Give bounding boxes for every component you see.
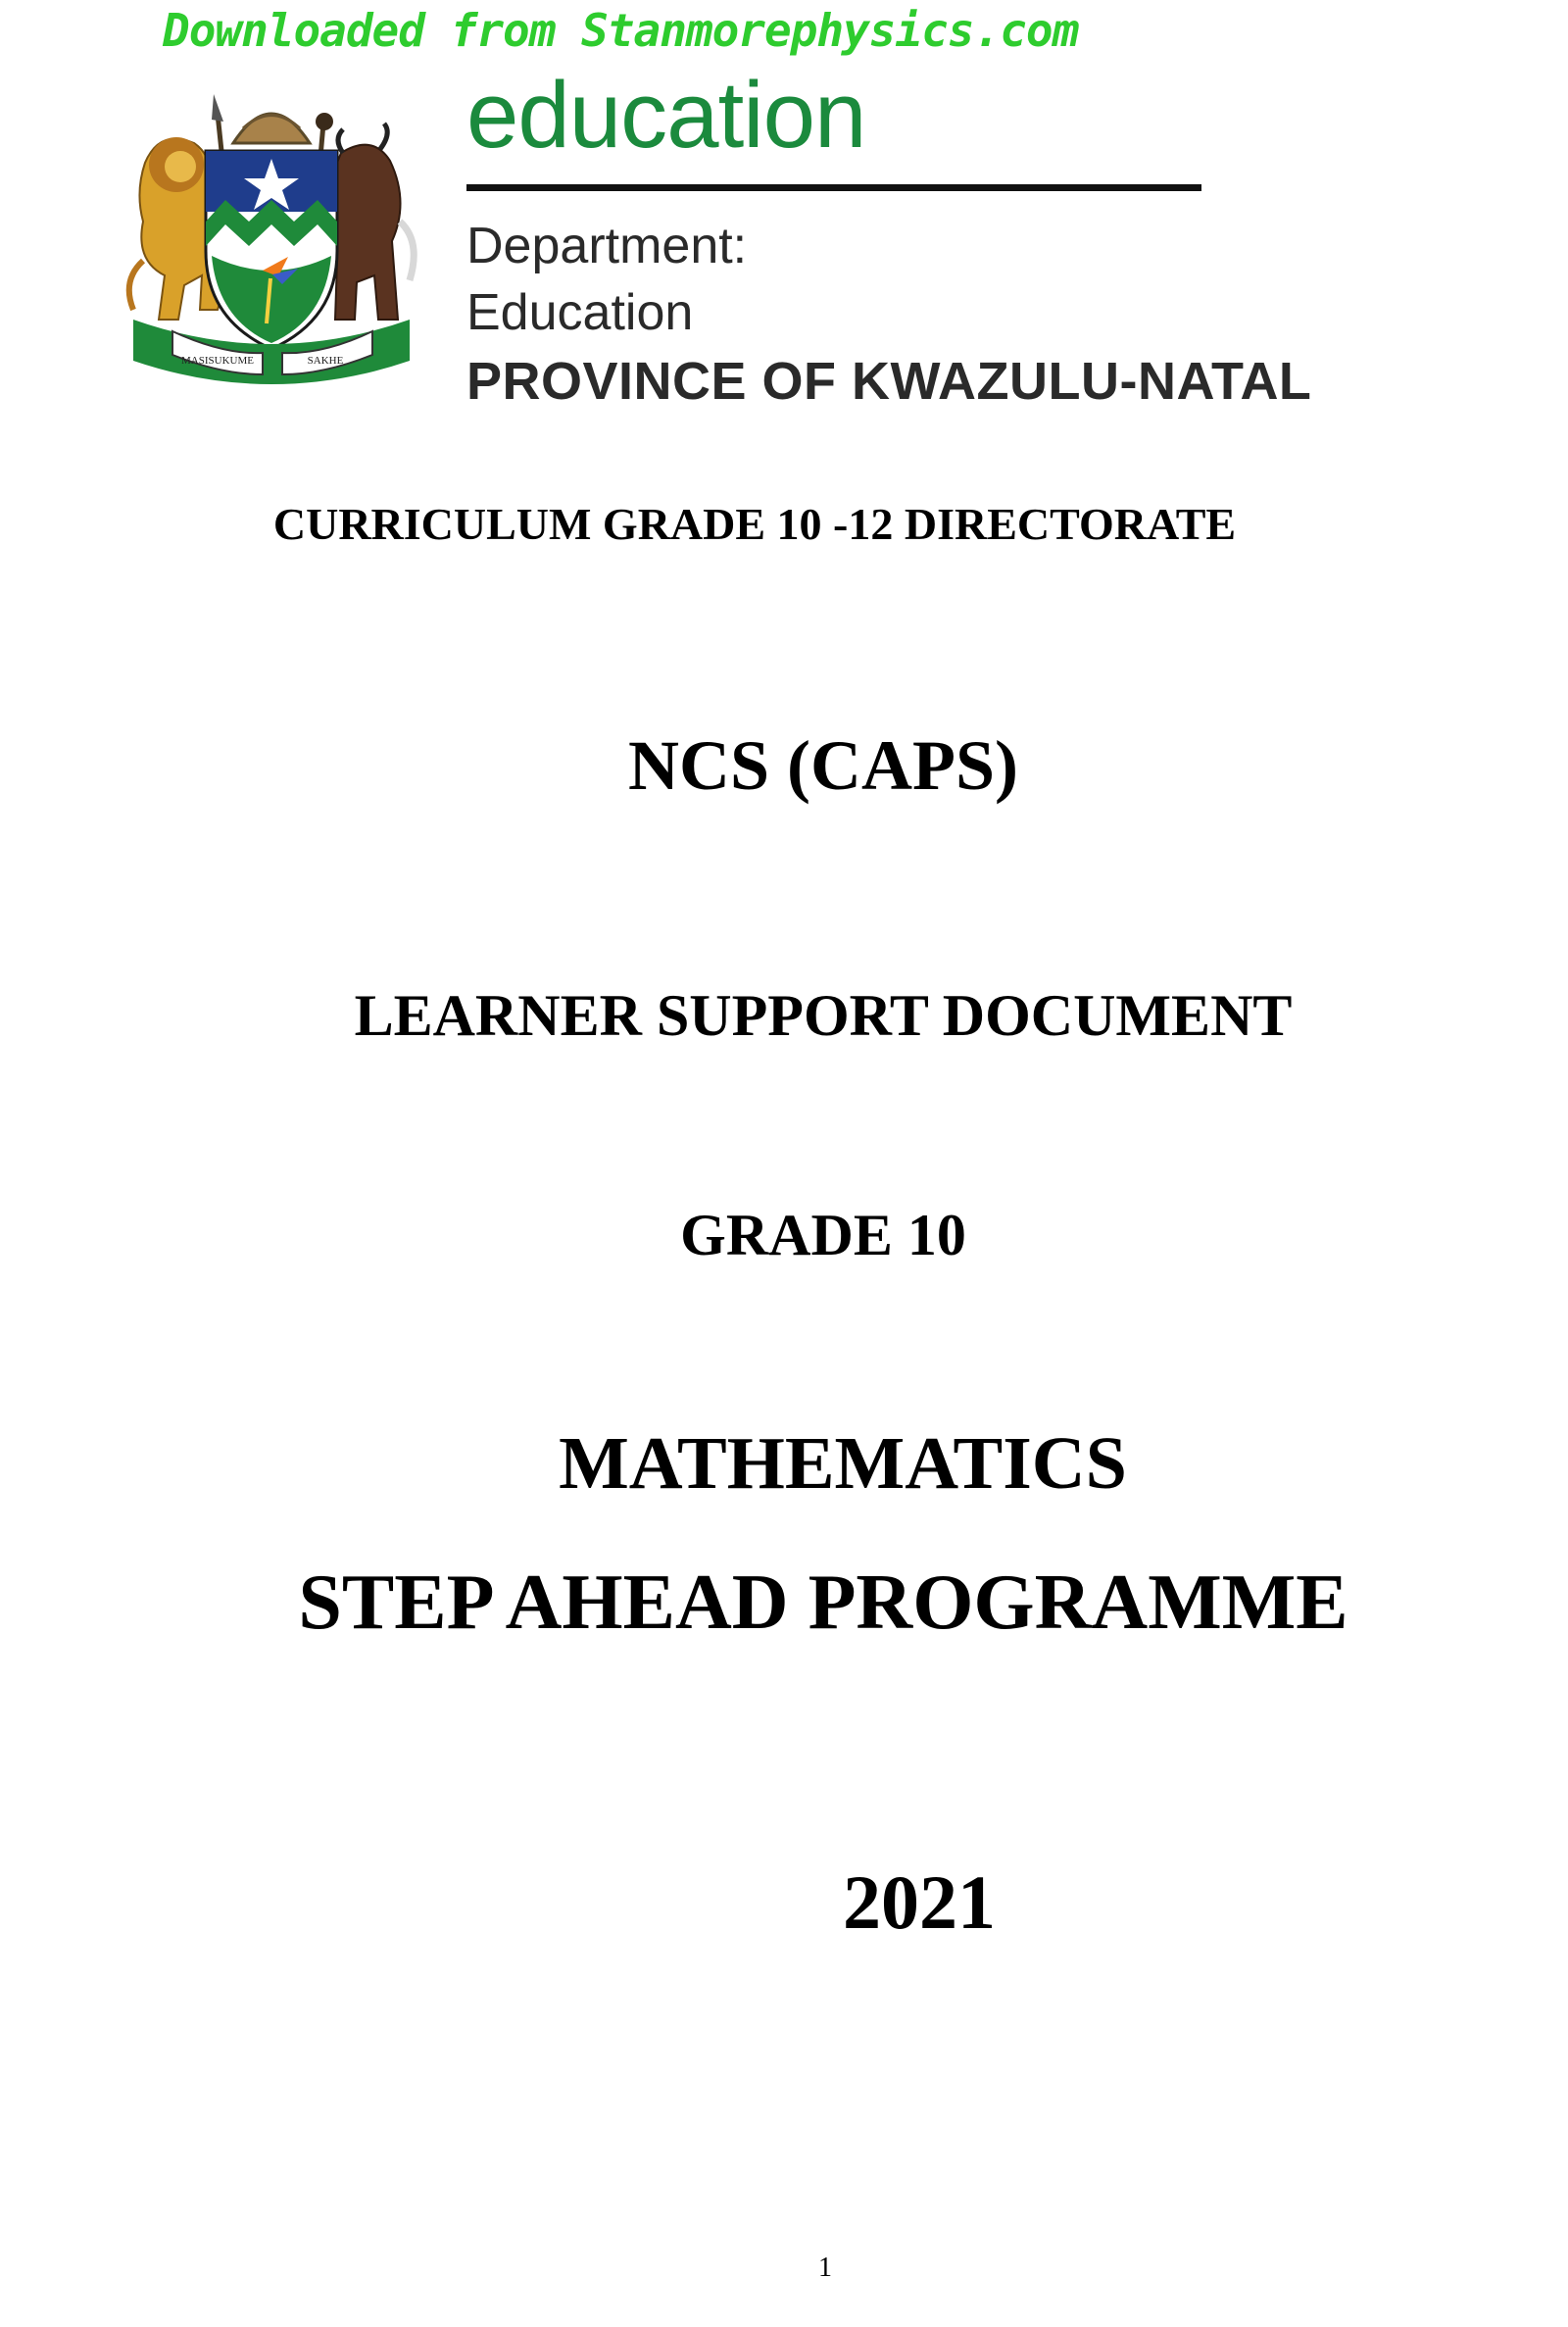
department-label: Department: xyxy=(466,218,748,274)
department-name: Education xyxy=(466,284,694,341)
directorate-heading: CURRICULUM GRADE 10 -12 DIRECTORATE xyxy=(272,499,1237,549)
document-type-heading: LEARNER SUPPORT DOCUMENT xyxy=(354,983,1293,1048)
page-number: 1 xyxy=(818,2253,832,2283)
watermark-text: Downloaded from Stanmorephysics.com xyxy=(163,4,1079,57)
programme-heading: STEP AHEAD PROGRAMME xyxy=(298,1560,1348,1646)
motto-left: MASISUKUME xyxy=(181,355,254,367)
brand-wordmark: education xyxy=(466,63,866,168)
year-heading: 2021 xyxy=(843,1859,996,1945)
department-header xyxy=(466,63,1312,417)
coat-of-arms-icon xyxy=(116,74,427,408)
curriculum-heading: NCS (CAPS) xyxy=(627,726,1018,805)
header-rule xyxy=(466,184,1201,191)
grade-heading: GRADE 10 xyxy=(680,1203,966,1267)
province-name: PROVINCE OF KWAZULU-NATAL xyxy=(466,352,1312,411)
subject-heading: MATHEMATICS xyxy=(559,1422,1127,1505)
motto-right: SAKHE xyxy=(307,355,344,367)
